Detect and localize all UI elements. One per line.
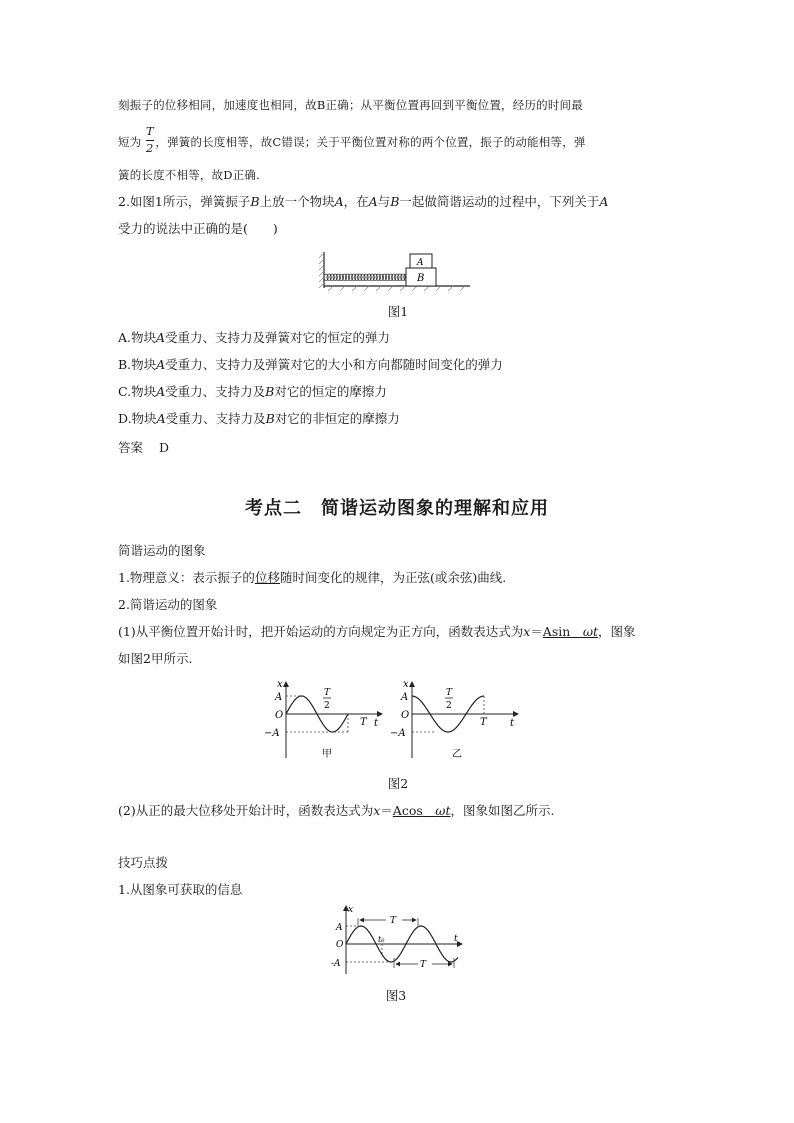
text-span: 受重力、支持力及弹簧对它的恒定的弹力 [165, 330, 391, 345]
figure-1-caption: 图1 [387, 304, 409, 319]
origin-label: O [275, 710, 284, 721]
text-span: ＝ [530, 624, 543, 639]
text-span: 受重力、支持力及弹簧对它的大小和方向都随时间变化的弹力 [165, 357, 503, 372]
text-span: 随时间变化的规律，为正弦(或余弦)曲线. [279, 570, 507, 585]
text-span: 一起做简谐运动的过程中，下列关于 [399, 194, 600, 209]
tick-label-neg-a: −A [264, 728, 280, 739]
tick-label-neg-a: −A [390, 728, 406, 739]
option-b [118, 357, 503, 373]
option-c [118, 384, 387, 400]
tick-label-a: A [401, 692, 409, 703]
text-span: B [250, 194, 260, 209]
half-period-den: 2 [324, 701, 330, 711]
text-span: A.物块 [118, 330, 157, 345]
text-span: ，图象如图乙所示. [450, 803, 555, 818]
subfigure-label-yi: 乙 [452, 749, 462, 760]
spring [324, 274, 408, 280]
text-line: 2.简谐运动的图象 [118, 597, 218, 612]
tick-label-a: A [275, 692, 283, 703]
text-span: ，图象 [598, 624, 636, 639]
text-span: A [599, 194, 609, 209]
answer-value: D [159, 440, 170, 455]
half-period-num: T [446, 688, 453, 698]
question-stem [118, 194, 608, 210]
text-line: 刻振子的位移相同，加速度也相同，故B正确；从平衡位置再回到平衡位置，经历的时间最 [118, 98, 583, 112]
block-a-label: A [417, 258, 424, 268]
text-span: A [156, 411, 166, 426]
axis-label-t: t [510, 718, 515, 729]
text-span: A [156, 357, 166, 372]
text-span: 对它的非恒定的摩擦力 [274, 411, 400, 426]
text-span: C.物块 [118, 384, 157, 399]
text-span: (1)从平衡位置开始计时，把开始运动的方向规定为正方向，函数表达式为 [118, 624, 524, 639]
text-span: (2)从正的最大位移处开始计时，函数表达式为 [118, 803, 374, 818]
text-span: 位移 [254, 570, 280, 585]
text-span: A [334, 194, 344, 209]
text-span: Asin [542, 624, 571, 639]
text-line [118, 624, 636, 640]
text-span: B [265, 384, 275, 399]
text-span: 2.如图1所示，弹簧振子 [118, 194, 251, 209]
text-span: B [390, 194, 400, 209]
text-line: 如图2甲所示. [118, 651, 193, 666]
figure-2-caption: 图2 [387, 776, 409, 791]
half-period-den: 2 [446, 701, 452, 711]
text-span [423, 803, 436, 818]
fraction-denominator: 2 [146, 141, 154, 155]
text-span: Acos [392, 803, 423, 818]
text-span: D.物块 [118, 411, 157, 426]
wall-hatching [319, 253, 324, 288]
graph-yi [390, 679, 518, 760]
tick-label-a: A [336, 923, 343, 933]
tick-label-neg-a: -A [331, 959, 341, 969]
subheading: 简谐运动的图象 [118, 543, 206, 558]
text-span [570, 624, 583, 639]
text-span: A [368, 194, 378, 209]
text-span: 对它的恒定的摩擦力 [274, 384, 387, 399]
axis-label-t: t [374, 718, 379, 729]
subfigure-label-jia: 甲 [322, 749, 332, 760]
origin-label: O [336, 940, 344, 950]
fraction-numerator: T [146, 124, 154, 138]
subheading: 技巧点拨 [118, 855, 169, 870]
text-span: 受重力、支持力及 [165, 384, 266, 399]
text-span: ＝ [380, 803, 393, 818]
figure-3-caption: 图3 [385, 988, 407, 1003]
text-span: x [373, 803, 381, 818]
text-line [118, 803, 554, 819]
text-span: 上放一个物块 [259, 194, 335, 209]
floor-hatching [328, 286, 465, 291]
text-line: 1.从图象可获取的信息 [118, 882, 243, 897]
text-span: ωt [435, 803, 451, 818]
axis-label-x: x [277, 679, 283, 690]
period-label: T [390, 916, 397, 926]
option-a [118, 330, 390, 346]
text-span: A [156, 384, 166, 399]
text-line [118, 134, 586, 150]
figure-2-graphs [262, 676, 532, 768]
text-span: 受重力、支持力及 [165, 411, 266, 426]
text-span: ，弹簧的长度相等，故C错误；关于平衡位置对称的两个位置，振子的动能相等，弹 [155, 135, 586, 149]
text-span: 与 [377, 194, 391, 209]
answer [118, 440, 169, 456]
figure-3-graph [330, 902, 466, 978]
text-span: ωt [582, 624, 599, 639]
text-span: 1.物理意义：表示振子的 [118, 570, 255, 585]
half-period-num: T [324, 688, 331, 698]
axis-label-x: x [403, 679, 409, 690]
text-span: B [265, 411, 275, 426]
text-span: x [523, 624, 531, 639]
period-label: T [420, 960, 427, 970]
axis-label-x: x [348, 905, 354, 915]
text-line: 簧的长度不相等，故D正确. [118, 168, 260, 182]
text-line [118, 570, 506, 586]
option-d [118, 411, 400, 427]
answer-label: 答案 [118, 440, 144, 455]
text-span: A [156, 330, 166, 345]
graph-jia [264, 679, 382, 760]
axis-label-t: t [454, 934, 458, 944]
text-span: B.物块 [118, 357, 157, 372]
period-label: T [360, 717, 367, 728]
period-label: T [480, 717, 487, 728]
text-span: ，在 [343, 194, 369, 209]
t0-label: t₀ [378, 935, 385, 944]
text-span: 短为 [118, 135, 142, 149]
figure-1-spring-oscillator [318, 246, 478, 296]
block-b-label: B [417, 273, 425, 284]
origin-label: O [401, 710, 410, 721]
section-title: 考点二 简谐运动图象的理解和应用 [245, 498, 549, 519]
question-stem: 受力的说法中正确的是( ) [118, 221, 278, 236]
